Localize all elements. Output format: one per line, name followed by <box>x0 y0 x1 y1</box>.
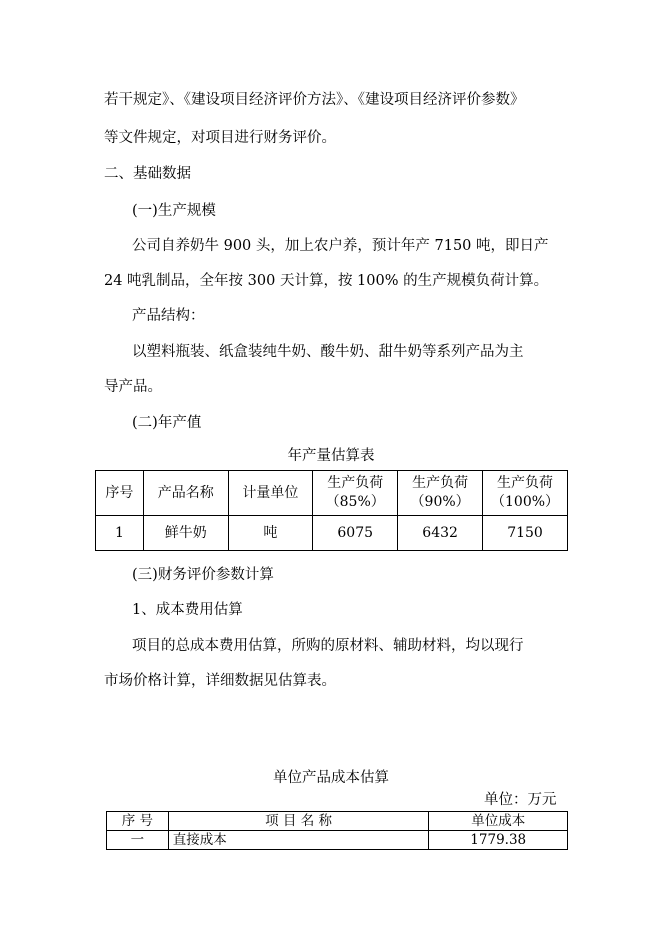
table-row <box>107 831 568 850</box>
header-line: （90%） <box>410 494 470 510</box>
header-line: （100%） <box>491 494 560 510</box>
header-cell: 项 目 名 称 <box>168 812 429 831</box>
header-cell: 计量单位 <box>228 471 313 516</box>
paragraph-line: 产品结构： <box>132 308 205 324</box>
header-line: 生产负荷 <box>327 475 384 491</box>
paragraph-line: 以塑料瓶装、纸盒装纯牛奶、酸牛奶、甜牛奶等系列产品为主 <box>132 344 524 360</box>
unit-cost-table <box>106 811 568 850</box>
paragraph-line: 24 吨乳制品，全年按 300 天计算，按 100% 的生产规模负荷计算。 <box>104 273 549 289</box>
paragraph-line: 等文件规定，对项目进行财务评价。 <box>104 130 336 146</box>
header-cell <box>483 471 568 516</box>
paragraph-line: 市场价格计算，详细数据见估算表。 <box>104 673 336 689</box>
header-cell: 序 号 <box>107 812 169 831</box>
cell: 一 <box>107 831 169 850</box>
header-line: （85%） <box>325 494 385 510</box>
cell: 1 <box>96 516 144 551</box>
table-header-row <box>107 812 568 831</box>
cell: 吨 <box>228 516 313 551</box>
paragraph-line: 导产品。 <box>104 379 162 395</box>
cell: 6432 <box>398 516 483 551</box>
subsection-heading: (一)生产规模 <box>132 203 216 219</box>
paragraph-line: 公司自养奶牛 900 头，加上农户养，预计年产 7150 吨，即日产 <box>132 238 549 254</box>
cell: 直接成本 <box>168 831 429 850</box>
cell: 1779.38 <box>429 831 568 850</box>
subsection-heading: (二)年产值 <box>132 415 202 431</box>
header-cell: 产品名称 <box>143 471 228 516</box>
cell: 7150 <box>483 516 568 551</box>
header-cell <box>313 471 398 516</box>
cell: 6075 <box>313 516 398 551</box>
cell: 鲜牛奶 <box>143 516 228 551</box>
unit-label: 单位：万元 <box>484 792 557 808</box>
header-line: 生产负荷 <box>497 475 554 491</box>
table1-title: 年产量估算表 <box>287 448 375 464</box>
paragraph-line: 项目的总成本费用估算，所购的原材料、辅助材料，均以现行 <box>132 638 524 654</box>
item-heading: 1、成本费用估算 <box>132 602 243 618</box>
paragraph-line: 若干规定》、《建设项目经济评价方法》、《建设项目经济评价参数》 <box>104 92 525 108</box>
header-cell: 单位成本 <box>429 812 568 831</box>
subsection-heading: (三)财务评价参数计算 <box>132 567 274 583</box>
table-row <box>96 516 568 551</box>
header-line: 生产负荷 <box>412 475 469 491</box>
annual-output-table <box>95 470 568 551</box>
table2-title: 单位产品成本估算 <box>273 770 389 786</box>
section-heading: 二、基础数据 <box>104 166 191 182</box>
header-cell <box>398 471 483 516</box>
header-cell: 序号 <box>96 471 144 516</box>
